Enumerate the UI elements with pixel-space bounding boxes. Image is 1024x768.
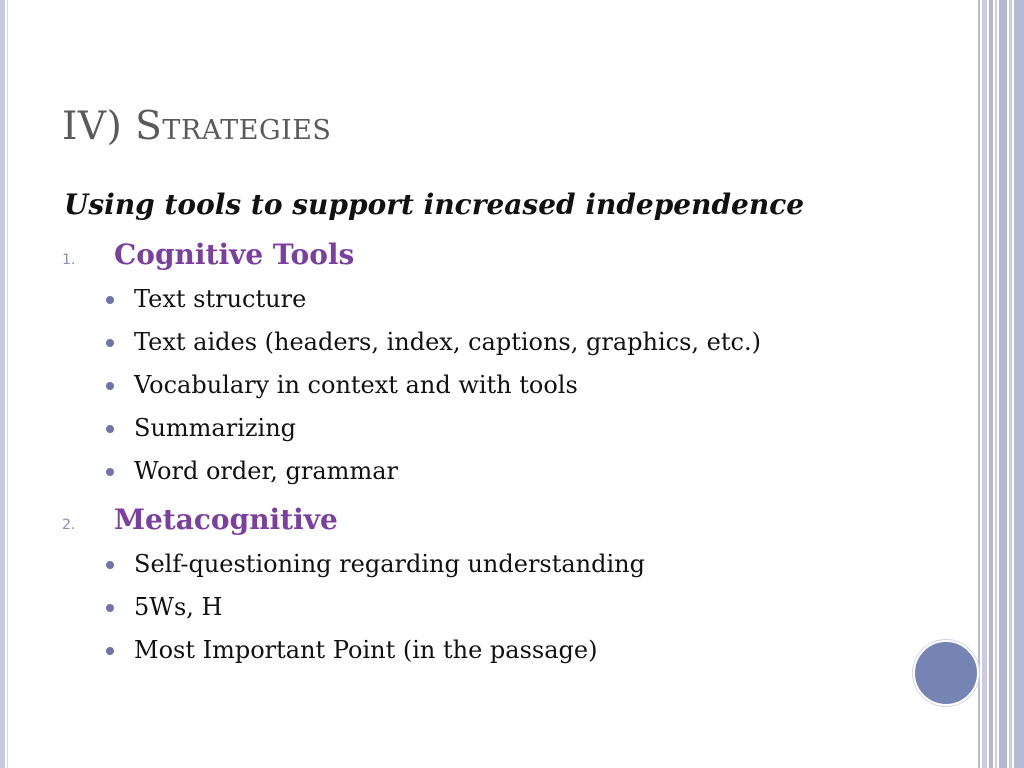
bullet-list	[106, 549, 645, 678]
section-heading: Metacognitive	[114, 503, 338, 536]
list-item-text: Text structure	[134, 285, 307, 313]
list-item	[106, 413, 761, 456]
right-stripe	[1009, 0, 1012, 768]
left-border	[0, 0, 5, 768]
list-item	[106, 549, 645, 592]
slide-title: IV) Strategies	[62, 104, 332, 149]
bullet-icon	[106, 647, 114, 655]
list-item	[106, 456, 761, 499]
list-item-text: Vocabulary in context and with tools	[134, 371, 578, 399]
right-stripe	[978, 0, 980, 768]
list-item-text: Most Important Point (in the passage)	[134, 636, 598, 664]
decorative-circle	[913, 640, 979, 706]
section-number: 2.	[62, 517, 76, 533]
list-item-text: Self-questioning regarding understanding	[134, 550, 645, 578]
section-number: 1.	[62, 252, 76, 268]
right-stripe	[982, 0, 987, 768]
slide-subtitle: Using tools to support increased independence	[64, 188, 805, 221]
bullet-icon	[106, 604, 114, 612]
list-item	[106, 635, 645, 678]
section-heading: Cognitive Tools	[114, 238, 355, 271]
list-item-text: 5Ws, H	[134, 593, 223, 621]
bullet-icon	[106, 425, 114, 433]
bullet-icon	[106, 382, 114, 390]
right-stripe	[995, 0, 997, 768]
list-item	[106, 592, 645, 635]
bullet-icon	[106, 296, 114, 304]
list-item-text: Word order, grammar	[134, 457, 398, 485]
right-stripe	[989, 0, 993, 768]
list-item-text: Text aides (headers, index, captions, graphics, etc.)	[134, 328, 761, 356]
bullet-icon	[106, 561, 114, 569]
bullet-icon	[106, 339, 114, 347]
list-item	[106, 370, 761, 413]
left-border-line	[7, 0, 8, 768]
list-item-text: Summarizing	[134, 414, 297, 442]
list-item	[106, 284, 761, 327]
bullet-list	[106, 284, 761, 499]
bullet-icon	[106, 468, 114, 476]
list-item	[106, 327, 761, 370]
right-stripe	[999, 0, 1007, 768]
right-stripe	[1014, 0, 1024, 768]
